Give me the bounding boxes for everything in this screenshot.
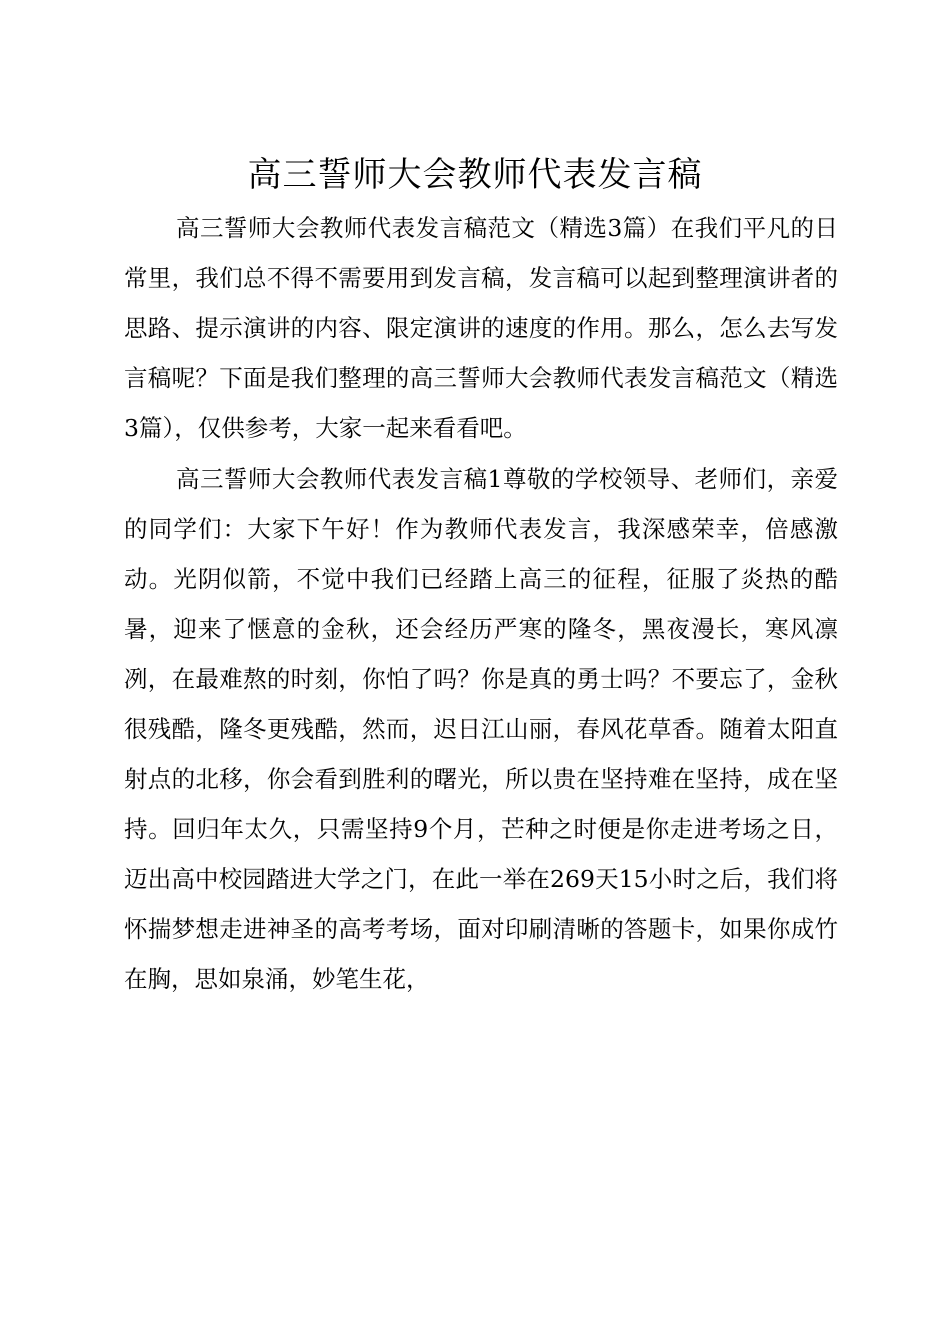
- speech-paragraph: 高三誓师大会教师代表发言稿1尊敬的学校领导、老师们，亲爱的同学们：大家下午好！作为教师代表发言，我深感荣幸，倍感激动。光阴似箭，不觉中我们已经踏上高三的征程，征服了炎热的酷暑，迎来了惬意的金秋，还会经历严寒的隆冬，黑夜漫长，寒风凛冽，在最难熬的时刻，你怕了吗？你是真的勇士吗？不要忘了，金秋很残酷，隆冬更残酷，然而，迟日江山丽，春风花草香。随着太阳直射点的北移，你会看到胜利的曙光，所以贵在坚持难在坚持，成在坚持。回归年太久，只需坚持9个月，芒种之时便是你走进考场之日，迈出高中校园踏进大学之门，在此一举在269天15小时之后，我们将怀揣梦想走进神圣的高考考场，面对印刷清晰的答题卡，如果你成竹在胸，思如泉涌，妙笔生花，: [124, 465, 838, 993]
- document-title: 高三誓师大会教师代表发言稿: [247, 155, 703, 195]
- intro-paragraph: 高三誓师大会教师代表发言稿范文（精选3篇）在我们平凡的日常里，我们总不得不需要用到发言稿，发言稿可以起到整理演讲者的思路、提示演讲的内容、限定演讲的速度的作用。那么，怎么去写发言稿呢？下面是我们整理的高三誓师大会教师代表发言稿范文（精选3篇），仅供参考，大家一起来看看吧。: [124, 214, 838, 442]
